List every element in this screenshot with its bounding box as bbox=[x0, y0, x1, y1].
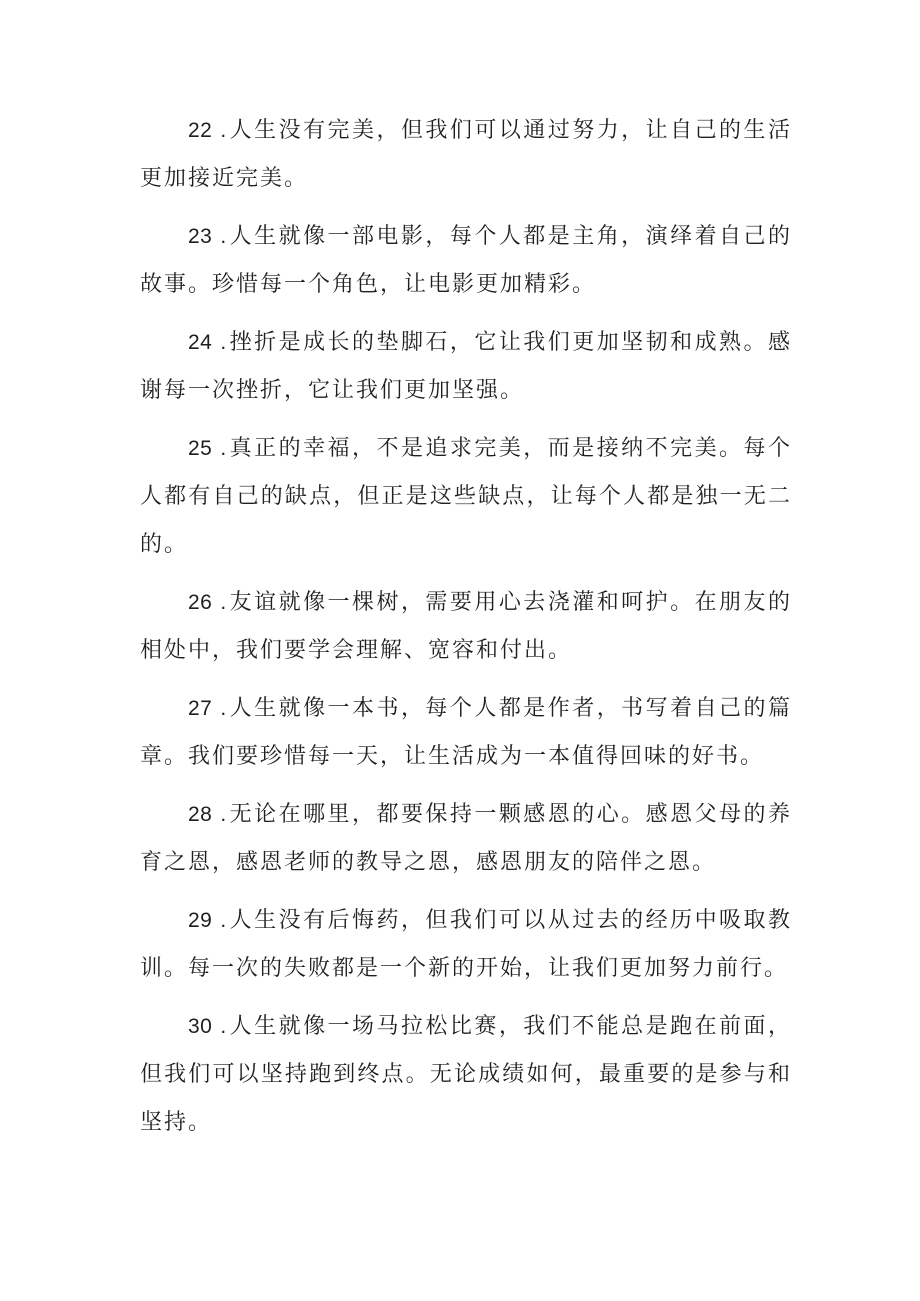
item-text: 人生没有后悔药，但我们可以从过去的经历中吸取教训。每一次的失败都是一个新的开始，让我们更加努力前行。 bbox=[140, 908, 792, 981]
list-item bbox=[140, 685, 792, 781]
item-dot: . bbox=[220, 119, 229, 142]
item-number: 26 bbox=[188, 591, 213, 614]
item-text: 真正的幸福，不是追求完美，而是接纳不完美。每个人都有自己的缺点，但正是这些缺点，让每个人都是独一无二的。 bbox=[140, 436, 792, 557]
item-text: 人生就像一场马拉松比赛，我们不能总是跑在前面，但我们可以坚持跑到终点。无论成绩如何，最重要的是参与和坚持。 bbox=[140, 1014, 792, 1135]
item-number: 29 bbox=[188, 909, 213, 932]
item-dot: . bbox=[220, 331, 229, 354]
item-number: 28 bbox=[188, 803, 213, 826]
item-dot: . bbox=[220, 909, 229, 932]
item-number: 23 bbox=[188, 225, 213, 248]
list-item bbox=[140, 213, 792, 309]
item-text: 无论在哪里，都要保持一颗感恩的心。感恩父母的养育之恩，感恩老师的教导之恩，感恩朋友的陪伴之恩。 bbox=[140, 802, 792, 875]
item-dot: . bbox=[220, 591, 229, 614]
item-dot: . bbox=[220, 803, 229, 826]
list-item bbox=[140, 1003, 792, 1147]
item-dot: . bbox=[220, 437, 229, 460]
list-item bbox=[140, 107, 792, 203]
list-item bbox=[140, 791, 792, 887]
item-number: 25 bbox=[188, 437, 213, 460]
item-text: 人生没有完美，但我们可以通过努力，让自己的生活更加接近完美。 bbox=[140, 118, 792, 191]
item-number: 22 bbox=[188, 119, 213, 142]
list-item bbox=[140, 319, 792, 415]
item-dot: . bbox=[220, 1015, 229, 1038]
list-item bbox=[140, 897, 792, 993]
quote-list bbox=[140, 107, 792, 1157]
list-item bbox=[140, 425, 792, 569]
list-item bbox=[140, 579, 792, 675]
item-number: 24 bbox=[188, 331, 213, 354]
item-text: 人生就像一部电影，每个人都是主角，演绎着自己的故事。珍惜每一个角色，让电影更加精彩。 bbox=[140, 224, 792, 297]
item-text: 友谊就像一棵树，需要用心去浇灌和呵护。在朋友的相处中，我们要学会理解、宽容和付出。 bbox=[140, 590, 792, 663]
item-number: 27 bbox=[188, 697, 213, 720]
item-text: 挫折是成长的垫脚石，它让我们更加坚韧和成熟。感谢每一次挫折，它让我们更加坚强。 bbox=[140, 330, 792, 403]
item-dot: . bbox=[220, 697, 229, 720]
item-number: 30 bbox=[188, 1015, 213, 1038]
item-text: 人生就像一本书，每个人都是作者，书写着自己的篇章。我们要珍惜每一天，让生活成为一本值得回味的好书。 bbox=[140, 696, 792, 769]
item-dot: . bbox=[220, 225, 229, 248]
